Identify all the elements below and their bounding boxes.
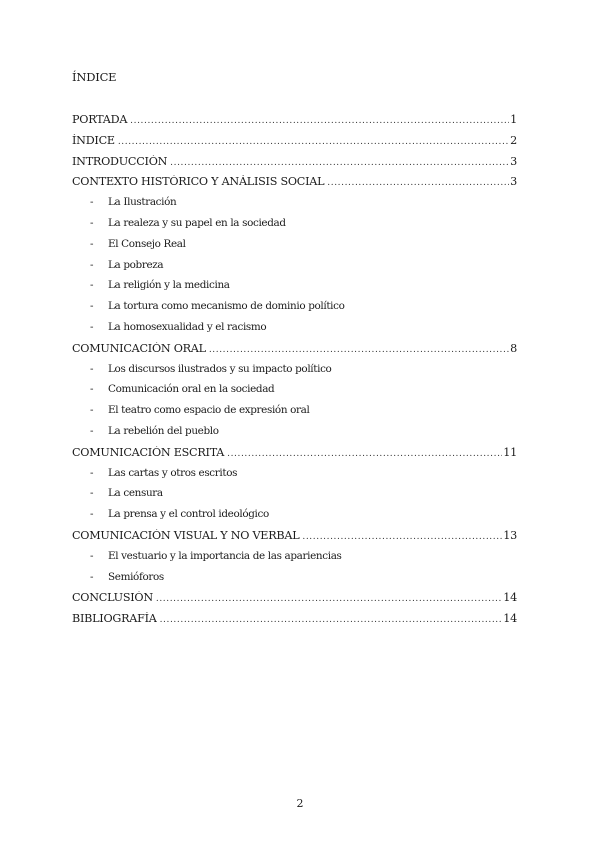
list-dash: - [90, 549, 94, 562]
list-dash: - [90, 258, 94, 271]
toc-entry-page: 14 [503, 612, 517, 626]
dot-leader [118, 137, 509, 147]
list-dash: - [90, 216, 94, 229]
toc-entry-page: 8 [510, 341, 517, 355]
list-dash: - [90, 196, 94, 209]
list-dash: - [90, 300, 94, 313]
toc-subentry-label: La Ilustración [108, 196, 177, 209]
toc-subentry[interactable] [72, 363, 517, 384]
toc-subentry-label: Comunicación oral en la sociedad [108, 383, 275, 396]
toc-subentry-label: El vestuario y la importancia de las apariencias [108, 549, 342, 562]
dot-leader [156, 594, 502, 604]
toc-subentry[interactable] [72, 425, 517, 446]
list-dash: - [90, 362, 94, 375]
list-dash: - [90, 424, 94, 437]
table-of-contents [72, 113, 517, 633]
toc-entry[interactable] [72, 529, 517, 550]
toc-entry-label: INTRODUCCIÓN [72, 154, 168, 168]
page-title: ÍNDICE [72, 70, 117, 84]
toc-entry[interactable] [72, 134, 517, 155]
toc-subentry[interactable] [72, 279, 517, 300]
toc-entry[interactable] [72, 113, 517, 134]
toc-subentry[interactable] [72, 550, 517, 571]
toc-entry[interactable] [72, 155, 517, 176]
toc-subentry-label: La tortura como mecanismo de dominio político [108, 300, 345, 313]
toc-subentry[interactable] [72, 467, 517, 488]
toc-subentry-label: La homosexualidad y el racismo [108, 320, 267, 333]
toc-subentry-label: La censura [108, 487, 163, 500]
toc-subentry[interactable] [72, 238, 517, 259]
dot-leader [227, 449, 502, 459]
toc-entry-label: CONCLUSIÓN [72, 591, 153, 605]
toc-entry-page: 11 [503, 445, 517, 459]
toc-entry-page: 3 [510, 154, 517, 168]
toc-subentry[interactable] [72, 196, 517, 217]
toc-entry-page: 14 [503, 591, 517, 605]
toc-subentry[interactable] [72, 259, 517, 280]
toc-subentry-label: El teatro como espacio de expresión oral [108, 404, 310, 417]
toc-entry-label: COMUNICACIÓN VISUAL Y NO VERBAL [72, 528, 300, 542]
dot-leader [160, 615, 503, 625]
toc-entry[interactable] [72, 175, 517, 196]
toc-subentry[interactable] [72, 383, 517, 404]
toc-subentry[interactable] [72, 300, 517, 321]
toc-subentry[interactable] [72, 217, 517, 238]
list-dash: - [90, 508, 94, 521]
toc-subentry-label: La prensa y el control ideológico [108, 508, 269, 521]
dot-leader [130, 116, 509, 126]
toc-entry-label: COMUNICACIÓN ORAL [72, 341, 206, 355]
toc-subentry-label: Los discursos ilustrados y su impacto político [108, 362, 332, 375]
toc-entry-page: 13 [503, 528, 517, 542]
toc-subentry[interactable] [72, 321, 517, 342]
toc-entry-label: CONTEXTO HISTÓRICO Y ANÁLISIS SOCIAL [72, 175, 325, 189]
toc-entry[interactable] [72, 591, 517, 612]
toc-subentry-label: La realeza y su papel en la sociedad [108, 216, 286, 229]
list-dash: - [90, 466, 94, 479]
toc-subentry-label: La rebelión del pueblo [108, 424, 219, 437]
toc-subentry[interactable] [72, 487, 517, 508]
toc-entry[interactable] [72, 612, 517, 633]
toc-entry-label: COMUNICACIÓN ESCRITA [72, 445, 225, 459]
list-dash: - [90, 279, 94, 292]
toc-entry-page: 1 [510, 113, 517, 126]
toc-subentry[interactable] [72, 571, 517, 592]
toc-subentry-label: Semióforos [108, 570, 164, 583]
dot-leader [209, 345, 509, 355]
dot-leader [170, 158, 509, 168]
toc-subentry-label: La religión y la medicina [108, 279, 230, 292]
toc-entry-label: BIBLIOGRAFÍA [72, 612, 157, 626]
list-dash: - [90, 237, 94, 250]
list-dash: - [90, 320, 94, 333]
toc-entry-label: ÍNDICE [72, 133, 115, 147]
toc-entry-page: 3 [510, 175, 517, 189]
dot-leader [302, 532, 502, 542]
toc-entry[interactable] [72, 446, 517, 467]
toc-subentry-label: La pobreza [108, 258, 164, 271]
toc-entry-page: 2 [510, 133, 517, 147]
list-dash: - [90, 404, 94, 417]
toc-entry[interactable] [72, 342, 517, 363]
toc-subentry-label: Las cartas y otros escritos [108, 466, 238, 479]
toc-subentry[interactable] [72, 508, 517, 529]
list-dash: - [90, 570, 94, 583]
toc-entry-label: PORTADA [72, 113, 128, 126]
toc-subentry[interactable] [72, 404, 517, 425]
list-dash: - [90, 487, 94, 500]
list-dash: - [90, 383, 94, 396]
page-number: 2 [296, 797, 304, 810]
dot-leader [327, 178, 509, 188]
toc-subentry-label: El Consejo Real [108, 237, 186, 250]
